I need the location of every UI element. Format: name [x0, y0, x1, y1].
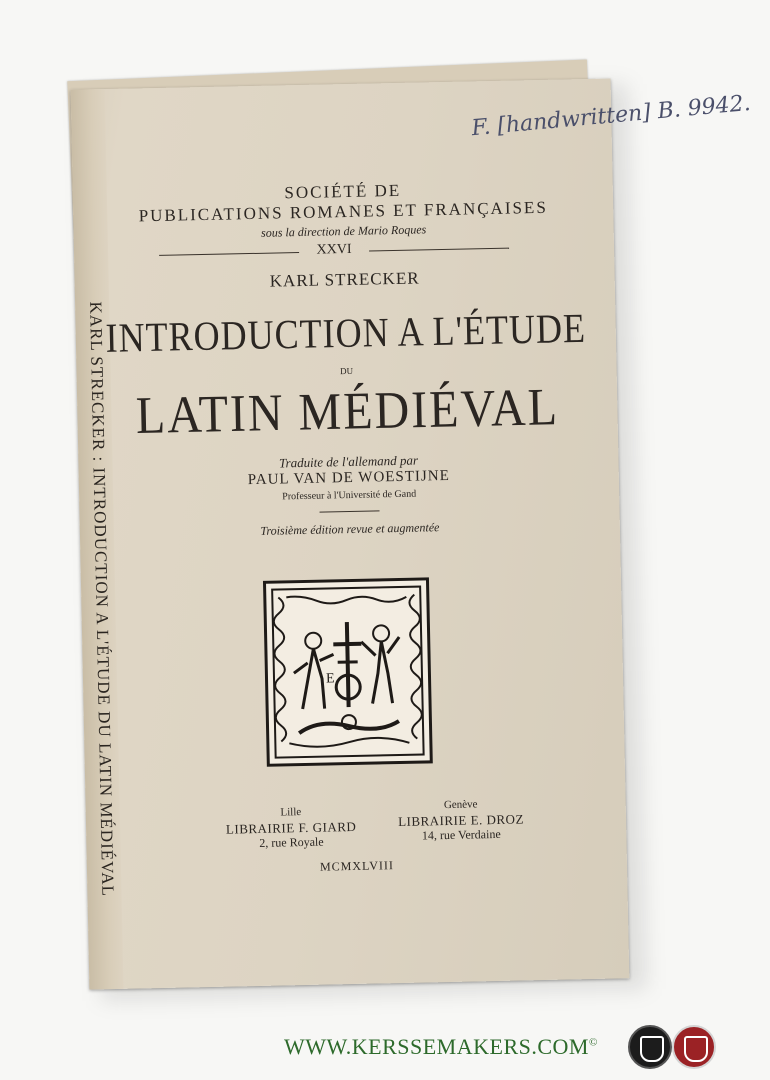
volume-rule	[159, 239, 509, 264]
series-line-1: SOCIÉTÉ DE	[284, 180, 402, 203]
publisher-geneve	[386, 796, 537, 844]
title-line-1: INTRODUCTION A L'ÉTUDE	[105, 305, 587, 362]
copyright-mark: ©	[589, 1036, 598, 1049]
publication-date: MCMXLVIII	[319, 858, 395, 874]
badge-emblem	[684, 1036, 708, 1062]
handwritten-note: F. [handwritten] B. 9942.	[470, 90, 752, 142]
spine-text: KARL STRECKER : INTRODUCTION A L'ÉTUDE DU LATIN MÉDIÉVAL	[86, 301, 118, 898]
translator: PAUL VAN DE WOESTIJNE	[247, 467, 450, 489]
title-du: DU	[339, 365, 354, 377]
translated-by: Traduite de l'allemand par	[278, 452, 419, 471]
series-line-2: PUBLICATIONS ROMANES ET FRANÇAISES	[138, 197, 548, 226]
translator-title: Professeur à l'Université de Gand	[282, 488, 417, 503]
volume-number: XXVI	[316, 241, 352, 258]
publisher-name: LIBRAIRIE F. GIARD	[225, 818, 357, 837]
website-url[interactable]: WWW.KERSSEMAKERS.COM	[284, 1034, 589, 1059]
publisher-name: LIBRAIRIE E. DROZ	[397, 811, 525, 830]
publisher-address: 2, rue Royale	[259, 834, 324, 850]
book-cover	[71, 78, 752, 989]
publisher-city: Genève	[443, 798, 478, 812]
author: KARL STRECKER	[269, 268, 420, 291]
publisher-city: Lille	[280, 806, 302, 819]
website-watermark[interactable]	[284, 1034, 614, 1064]
association-badge-icon	[628, 1025, 672, 1069]
emblem-illustration	[266, 580, 430, 763]
series-line-3: sous la direction de Mario Roques	[260, 222, 427, 240]
printer-emblem	[263, 577, 433, 766]
publisher-address: 14, rue Verdaine	[421, 826, 501, 843]
publisher-lille	[216, 804, 367, 852]
badge-emblem	[640, 1036, 664, 1062]
divider	[320, 510, 380, 512]
edition: Troisième édition revue et augmentée	[260, 520, 440, 538]
title-line-2: LATIN MÉDIÉVAL	[135, 377, 560, 446]
svg-text:E: E	[325, 671, 335, 687]
shield-badge-icon	[672, 1025, 716, 1069]
